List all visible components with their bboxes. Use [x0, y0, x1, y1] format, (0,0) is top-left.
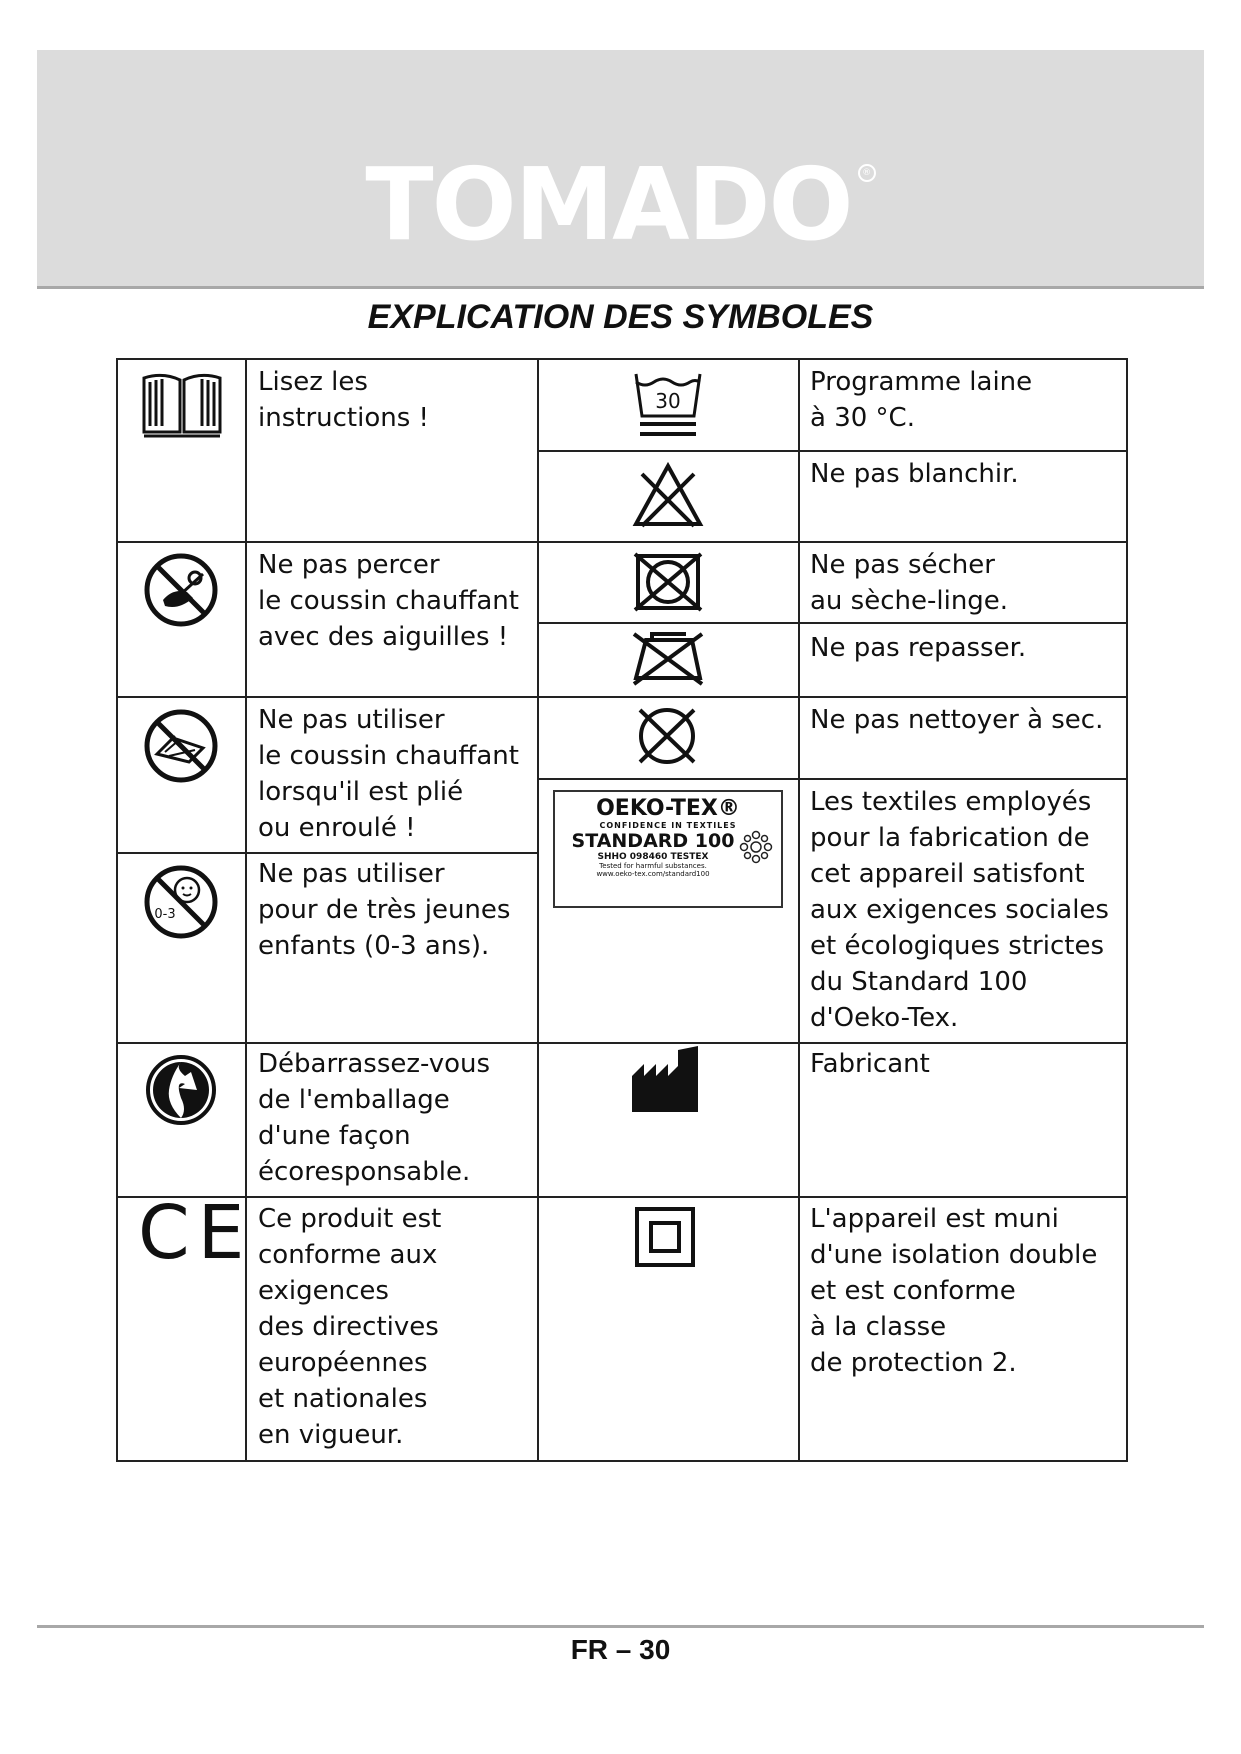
no-children-text: Ne pas utiliser pour de très jeunes enfants (0-3 ans). [258, 859, 511, 961]
oeko-tex-brand: OEKO-TEX® [596, 796, 740, 821]
table-divider [798, 358, 800, 1462]
no-bleach-icon [632, 460, 704, 530]
ce-text: Ce produit est conforme aux exigences des directives européennes et nationales en vigueur. [258, 1204, 442, 1450]
class-2-icon [634, 1206, 696, 1268]
oeko-tex-tagline: CONFIDENCE IN TEXTILES [599, 821, 737, 830]
no-dry-clean-text: Ne pas nettoyer à sec. [810, 705, 1104, 735]
page-number: FR – 30 [570, 1634, 671, 1665]
table-divider [116, 541, 1128, 543]
header-banner [37, 50, 1204, 289]
oeko-tex-label [553, 790, 783, 908]
read-instructions-text: Lisez les instructions ! [258, 367, 429, 433]
wool-program-text: Programme laine à 30 °C. [810, 367, 1033, 433]
brand-name: TOMADO [365, 146, 852, 263]
table-divider [116, 852, 539, 854]
table-border [116, 358, 118, 1462]
no-folded-icon [143, 708, 219, 784]
no-iron-text: Ne pas repasser. [810, 633, 1027, 663]
manufacturer-icon [630, 1046, 700, 1112]
table-border [1126, 358, 1128, 1462]
table-divider [537, 450, 1128, 452]
table-divider [116, 696, 1128, 698]
manufacturer-text: Fabricant [810, 1049, 930, 1079]
oeko-tex-standard: STANDARD 100 [571, 830, 735, 852]
footer-divider [37, 1625, 1204, 1628]
oeko-tex-text: Les textiles employés pour la fabrication de cet appareil satisfont aux exigences sociales et écologiques strictes du Standard 100 d'Oeko-Tex. [810, 787, 1109, 1033]
table-divider [537, 622, 1128, 624]
book-icon [141, 370, 223, 438]
table-divider [245, 358, 247, 1462]
no-folded-text: Ne pas utiliser le coussin chauffant lorsqu'il est plié ou enroulé ! [258, 705, 519, 843]
wash-30-icon [632, 370, 704, 440]
no-pierce-text: Ne pas percer le coussin chauffant avec des aiguilles ! [258, 550, 519, 652]
oeko-tex-certificate: SHHO 098460 TESTEX [597, 852, 709, 862]
ce-mark-icon: CE [138, 1190, 253, 1276]
age-range-label: 0-3 [154, 907, 176, 922]
no-tumble-dry-text: Ne pas sécher au sèche-linge. [810, 550, 1009, 616]
brand-logo [37, 146, 1204, 263]
packaging-text: Débarrassez-vous de l'emballage d'une façon écoresponsable. [258, 1049, 491, 1187]
no-tumble-dry-icon [633, 552, 703, 612]
table-divider [116, 1042, 1128, 1044]
registered-mark: ® [858, 164, 876, 182]
oeko-tex-tested: Tested for harmful substances. [599, 862, 707, 870]
table-divider [537, 358, 539, 1462]
no-dry-clean-icon [632, 706, 702, 766]
table-border [116, 1460, 1128, 1462]
no-children-icon [143, 864, 219, 940]
oeko-tex-flower-icon [739, 830, 773, 864]
class-2-text: L'appareil est muni d'une isolation double et est conforme à la classe de protection 2. [810, 1204, 1098, 1378]
wash-temp-label: 30 [655, 389, 681, 413]
table-border [116, 358, 1128, 360]
green-dot-icon [145, 1054, 217, 1126]
no-pierce-icon [143, 552, 219, 628]
no-iron-icon [630, 630, 706, 686]
table-divider [537, 778, 1128, 780]
no-bleach-text: Ne pas blanchir. [810, 459, 1019, 489]
table-divider [116, 1196, 1128, 1198]
page-title: EXPLICATION DES SYMBOLES [367, 298, 874, 336]
oeko-tex-url: www.oeko-tex.com/standard100 [596, 870, 710, 878]
